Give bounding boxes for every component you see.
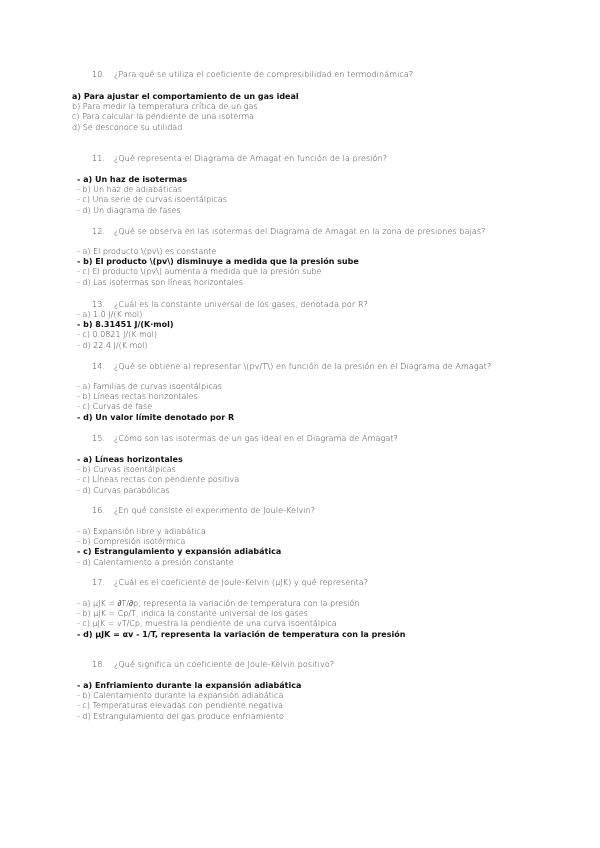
options-18 [77,681,301,722]
option-c: - c) Una serie de curvas isoentálpicas [77,195,227,205]
option-d: d) Se desconoce su utilidad [72,122,183,132]
question-number: 10. [92,70,106,79]
question-18 [92,660,334,669]
question-text: ¿Para qué se utiliza el coeficiente de compresibilidad en termodinámica? [114,70,414,79]
question-11 [92,154,387,163]
question-number: 13. [92,300,106,309]
option-d: - d) Calentamiento a presión constante [77,557,234,567]
option-c: - c) Estrangulamiento y expansión adiabática [77,547,282,557]
options-17 [77,599,405,640]
option-c: - c) μJK = vT/Cp, muestra la pendiente de una curva isoentálpica [77,619,337,629]
option-b: b) Para medir la temperatura crítica de un gas [72,102,258,112]
option-a: - a) Expansión libre y adiabática [77,527,206,536]
option-a: a) Para ajustar el comportamiento de un gas ideal [72,92,299,101]
option-b: - b) Curvas isoentálpicas [77,465,176,475]
options-11 [77,175,227,216]
option-b: - b) Líneas rectas horizontales [77,392,198,402]
question-number: 17. [92,578,106,587]
option-d: - d) Curvas parabólicas [77,485,170,495]
option-c: - c) Líneas rectas con pendiente positiva [77,475,240,485]
option-b: - b) El producto \(pv\) disminuye a medida que la presión sube [77,257,359,267]
options-10 [72,92,299,133]
option-d: - d) Un diagrama de fases [77,205,181,215]
question-16 [92,506,315,515]
question-number: 16. [92,506,106,515]
options-13 [77,310,174,351]
option-b: - b) Compresión isotérmica [77,537,186,547]
question-text: ¿Cómo son las isotermas de un gas ideal en el Diagrama de Amagat? [114,434,398,443]
options-15 [77,455,239,496]
option-a: - a) El producto \(pv\) es constante [77,247,217,256]
question-text: ¿Qué significa un coeficiente de Joule-Kelvin positivo? [114,660,335,669]
option-d: - d) Un valor límite denotado por R [77,412,235,422]
option-c: - c) El producto \(pv\) aumenta a medida que la presión sube [77,267,322,277]
question-text: ¿Cuál es la constante universal de los gases, denotada por R? [114,300,368,309]
option-b: - b) 8.31451 J/(K·mol) [77,320,174,330]
option-a: - a) 1.0 J/(K·mol) [77,310,143,319]
options-14 [77,382,234,423]
option-c: c) Para calcular la pendiente de una isoterma [72,112,255,122]
option-a: - a) Líneas horizontales [77,455,183,464]
option-c: - c) Temperaturas elevadas con pendiente negativa [77,701,283,711]
question-17 [92,578,368,587]
option-b: - b) Calentamiento durante la expansión adiabática [77,691,284,701]
question-number: 12. [92,227,106,236]
question-number: 18. [92,660,106,669]
question-text: ¿En qué consiste el experimento de Joule-Kelvin? [114,506,316,515]
question-text: ¿Qué se obtiene al representar \(pv/T\) en función de la presión en el Diagrama de Amagat? [114,362,492,371]
options-12 [77,247,359,288]
question-number: 11. [92,154,106,163]
question-text: ¿Qué se observa en las isotermas del Diagrama de Amagat en la zona de presiones bajas? [114,227,486,236]
question-number: 15. [92,434,106,443]
option-c: - c) Curvas de fase [77,402,153,412]
question-13 [92,300,368,309]
question-14 [92,362,491,371]
option-a: - a) Familias de curvas isoentálpicas [77,382,222,391]
question-text: ¿Cuál es el coeficiente de Joule-Kelvin (μJK) y qué representa? [114,578,369,587]
question-10 [92,70,413,79]
option-b: - b) μJK = Cp/T, indica la constante universal de los gases [77,609,308,619]
question-number: 14. [92,362,106,371]
option-a: - a) Un haz de isotermas [77,175,188,184]
question-text: ¿Qué representa el Diagrama de Amagat en función de la presión? [114,154,388,163]
option-a: - a) μJK = ∂T/∂p, representa la variación de temperatura con la presión [77,599,360,608]
option-b: - b) Un haz de adiabáticas [77,185,182,195]
option-d: - d) μJK = αv - 1/T, representa la variación de temperatura con la presión [77,629,406,639]
option-c: - c) 0.0821 J/(K·mol) [77,330,158,340]
question-15 [92,434,398,443]
option-d: - d) Las isotermas son líneas horizontales [77,277,243,287]
option-d: - d) Estrangulamiento del gas produce enfriamiento [77,711,284,721]
option-d: - d) 22.4 J/(K·mol) [77,340,148,350]
options-16 [77,527,281,568]
option-a: - a) Enfriamiento durante la expansión adiabática [77,681,302,690]
question-12 [92,227,486,236]
